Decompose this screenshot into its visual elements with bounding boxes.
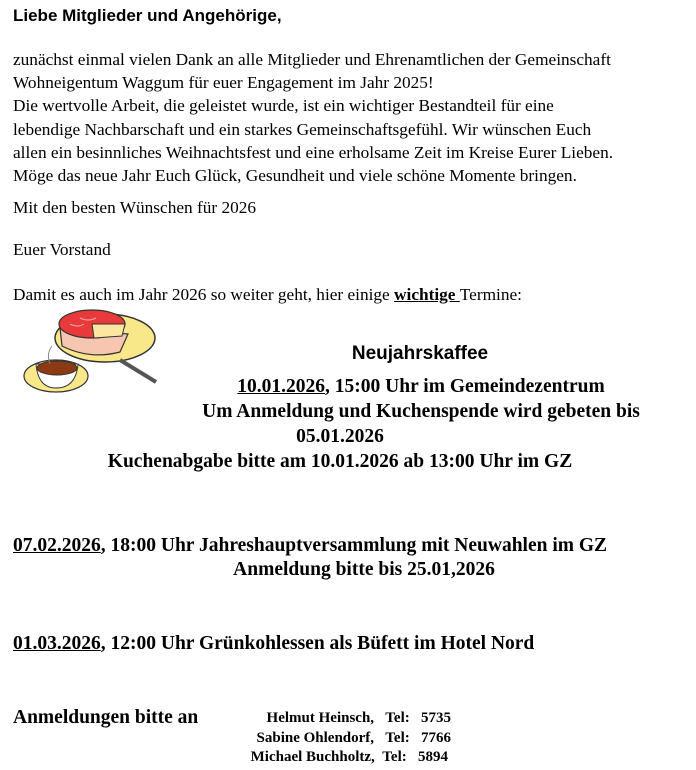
event2-description: , 18:00 Uhr Jahreshauptversammlung mit Neuwahlen im GZ [100, 535, 608, 556]
thanks-paragraph [13, 48, 693, 187]
event1-line1 [237, 376, 604, 398]
contact-row [148, 749, 448, 766]
signature: Euer Vorstand [13, 240, 111, 259]
registration-label: Anmeldungen bitte an [13, 707, 199, 728]
tel-label: Tel: [385, 730, 410, 746]
event1-title: Neujahrskaffee [351, 343, 489, 364]
paragraph-line: Wohneigentum Waggum für euer Engagement im Jahr 2025! [13, 73, 434, 93]
event1-line2: Um Anmeldung und Kuchenspende wird gebeten bis [202, 401, 640, 422]
paragraph-line: lebendige Nachbarschaft und ein starkes Gemeinschaftsgefühl. Wir wünschen Euch [13, 119, 592, 139]
intro-text: Damit es auch im Jahr 2026 so weiter geht, hier einige [13, 285, 395, 304]
paragraph-line: Möge das neue Jahr Euch Glück, Gesundheit und viele schöne Momente bringen. [13, 166, 577, 186]
wishes: Mit den besten Wünschen für 2026 [13, 198, 257, 217]
greeting: Liebe Mitglieder und Angehörige, [13, 6, 282, 25]
contact-row [151, 730, 451, 747]
tel-label: Tel: [382, 749, 407, 765]
dates-intro [13, 285, 522, 305]
contact-name: Helmut Heinsch, [266, 710, 375, 726]
event2-date: 07.02.2026 [13, 535, 101, 556]
contact-tel: 7766 [421, 730, 451, 746]
event1-line3: 05.01.2026 [296, 426, 384, 447]
event2-line1 [13, 535, 607, 557]
paragraph-line: allen ein besinnliches Weihnachtsfest und eine erholsame Zeit im Kreise Eurer Lieben. [13, 142, 614, 162]
event3-description: , 12:00 Uhr Grünkohlessen als Büfett im Hotel Nord [100, 633, 535, 654]
event1-date: 10.01.2026 [237, 376, 326, 397]
event2-line2: Anmeldung bitte bis 25.01,2026 [233, 559, 495, 580]
event3-line [13, 633, 534, 655]
intro-emphasis: wichtige [394, 285, 460, 304]
intro-text-end: Termine: [459, 285, 522, 304]
event1-time-place: , 15:00 Uhr im Gemeindezentrum [325, 376, 605, 397]
contact-name: Sabine Ohlendorf, [256, 730, 375, 746]
tel-label: Tel: [385, 710, 410, 726]
cake-and-coffee-icon [20, 308, 162, 400]
event1-line4: Kuchenabgabe bitte am 10.01.2026 ab 13:00 Uhr im GZ [107, 451, 573, 472]
contact-name: Michael Buchholtz, [250, 749, 375, 765]
contact-tel: 5735 [421, 710, 451, 726]
paragraph-line: Die wertvolle Arbeit, die geleistet wurde, ist ein wichtiger Bestandteil für eine [13, 96, 554, 116]
paragraph-line: zunächst einmal vielen Dank an alle Mitglieder und Ehrenamtlichen der Gemeinschaft [13, 50, 611, 69]
event3-date: 01.03.2026 [13, 633, 101, 654]
contact-row [151, 710, 451, 727]
contact-tel: 5894 [418, 749, 448, 765]
